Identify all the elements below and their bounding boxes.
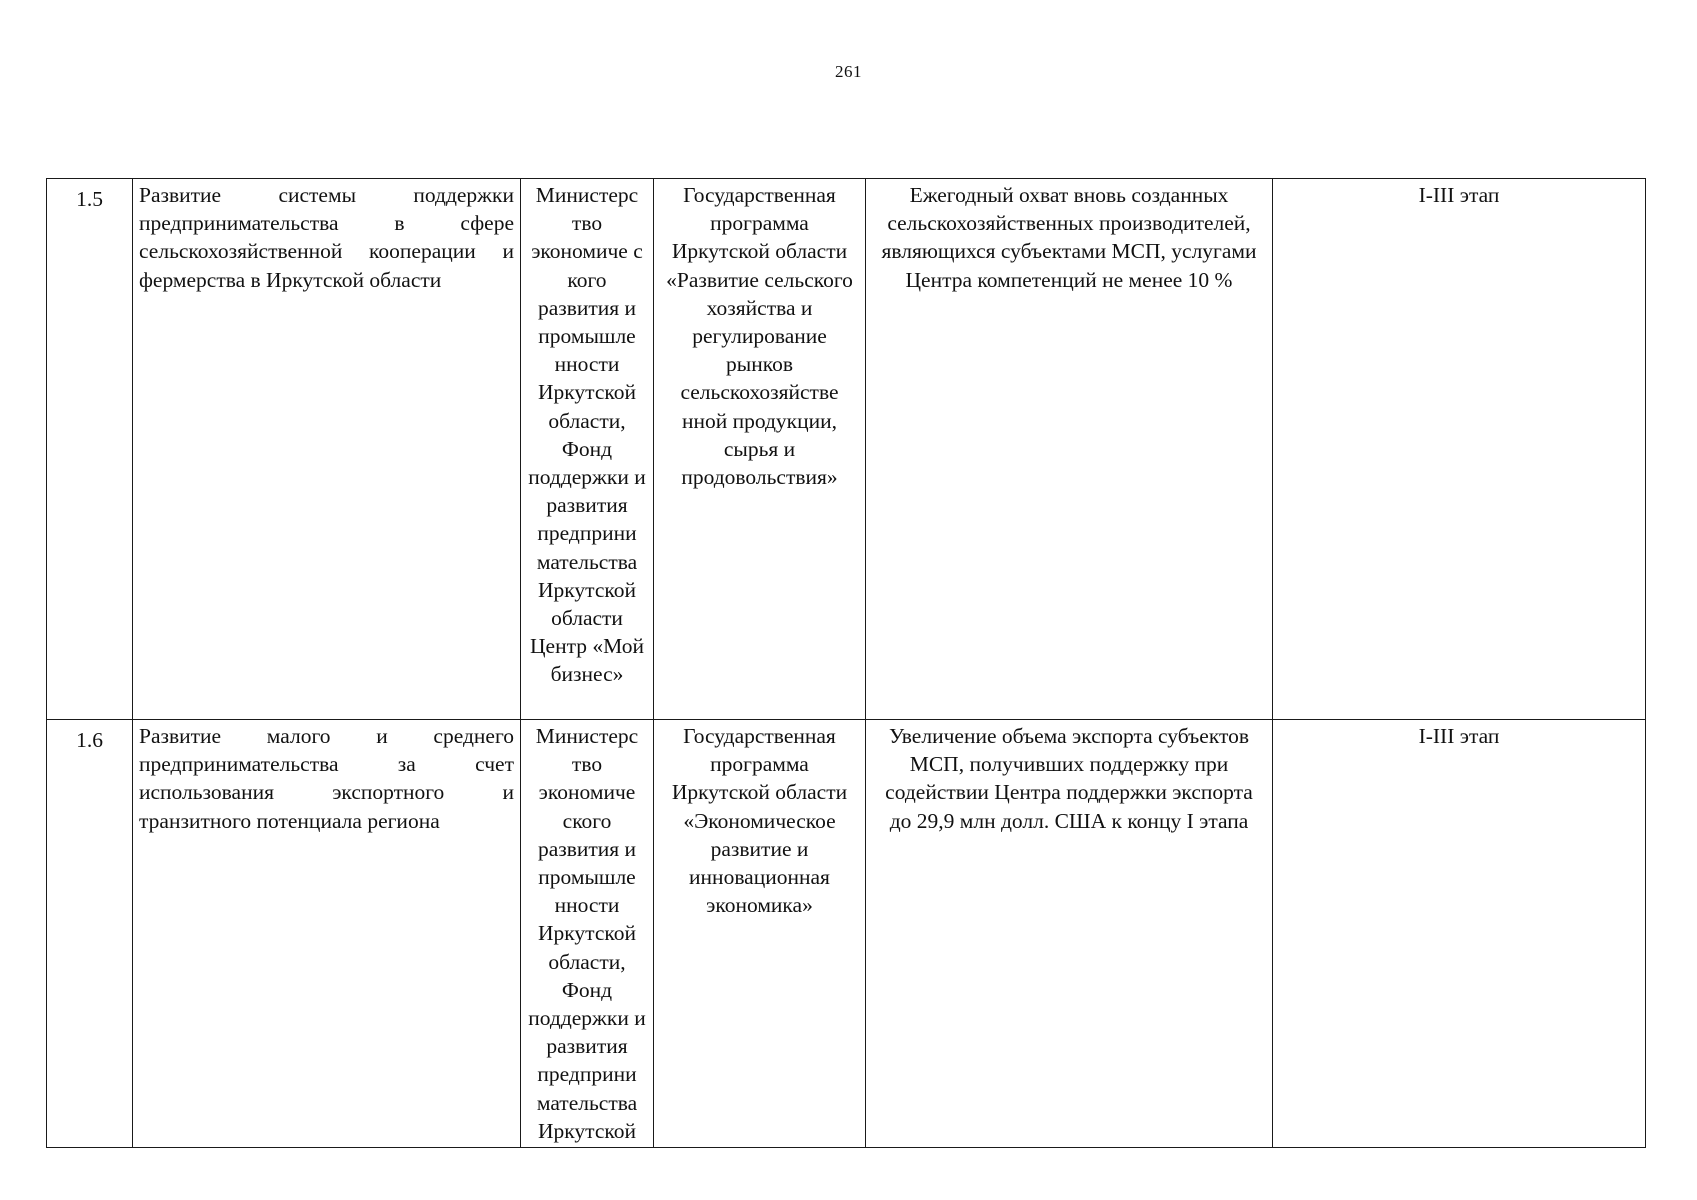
measure-description: Развитие малого и среднего предпринимательства за счет использования экспортного и транзитного потенциала региона	[133, 720, 521, 1148]
responsible-executor: Министерс тво экономиче с кого развития и промышле нности Иркутской области, Фонд поддержки и развития предприни мательства Иркутской области Центр «Мой бизнес»	[521, 179, 654, 720]
responsible-executor: Министерс тво экономиче ского развития и промышле нности Иркутской области, Фонд поддержки и развития предприни мательства Иркутской	[521, 720, 654, 1148]
expected-result: Увеличение объема экспорта субъектов МСП, получивших поддержку при содействии Центра поддержки экспорта до 29,9 млн долл. США к концу I этапа	[866, 720, 1273, 1148]
row-number: 1.6	[47, 720, 133, 1148]
measures-table	[46, 178, 1646, 1148]
page-number: 261	[835, 62, 862, 81]
state-program: Государственная программа Иркутской области «Развитие сельского хозяйства и регулирование рынков сельскохозяйстве нной продукции, сырья и продовольствия»	[654, 179, 866, 720]
measure-description: Развитие системы поддержки предпринимательства в сфере сельскохозяйственной кооперации и фермерства в Иркутской области	[133, 179, 521, 720]
state-program: Государственная программа Иркутской области «Экономическое развитие и инновационная экономика»	[654, 720, 866, 1148]
implementation-stage: I-III этап	[1273, 720, 1646, 1148]
row-number: 1.5	[47, 179, 133, 720]
implementation-stage: I-III этап	[1273, 179, 1646, 720]
table-row	[47, 720, 1646, 1148]
table-row	[47, 179, 1646, 720]
expected-result: Ежегодный охват вновь созданных сельскохозяйственных производителей, являющихся субъектами МСП, услугами Центра компетенций не менее 10 %	[866, 179, 1273, 720]
